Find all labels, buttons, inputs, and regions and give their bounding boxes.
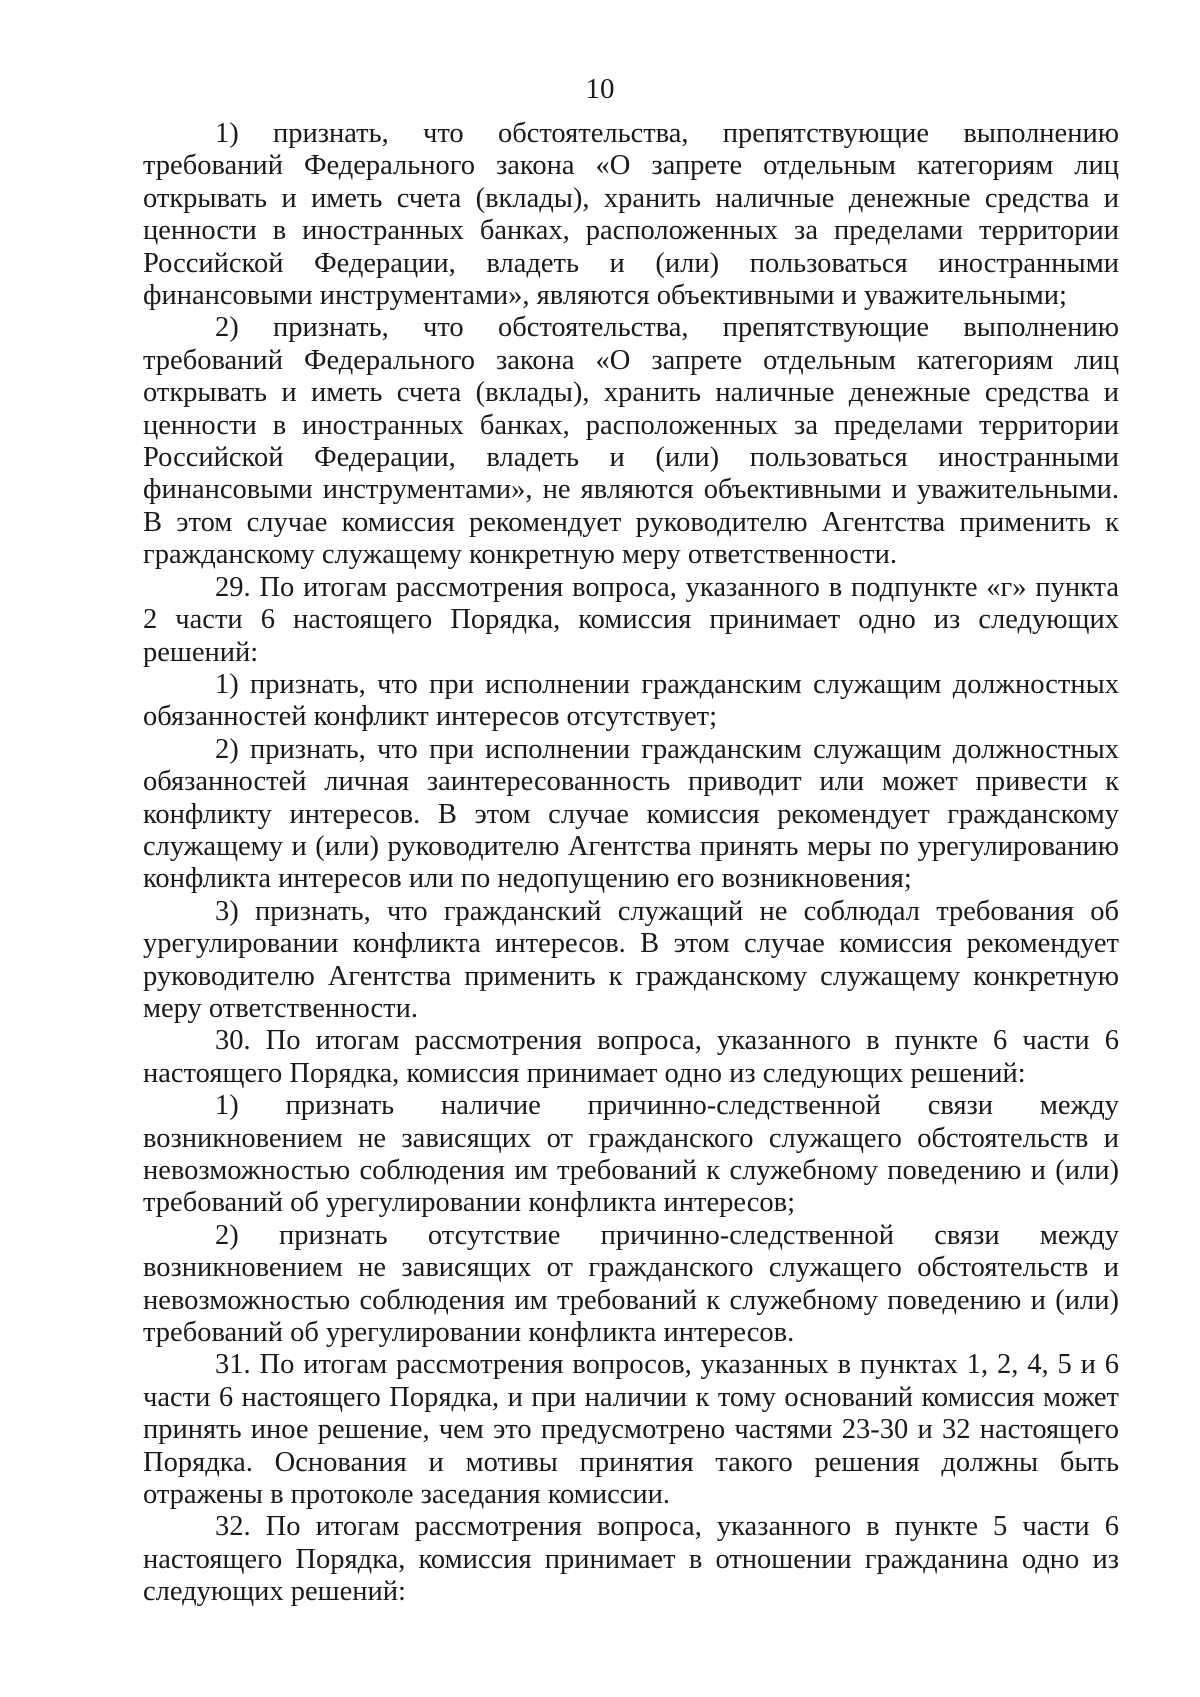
paragraph-clause-32: 32. По итогам рассмотрения вопроса, указанного в пункте 5 части 6 настоящего Порядка, комиссия принимает в отношении гражданина одно из следующих решений: xyxy=(143,1511,1119,1608)
paragraph-item-29-2: 2) признать, что при исполнении гражданским служащим должностных обязанностей личная заинтересованность приводит или может привести к конфликту интересов. В этом случае комиссия рекомендует гражданскому служащему и (или) руководителю Агентства принять меры по урегулированию конфликта интересов или по недопущению его возникновения; xyxy=(143,733,1119,895)
paragraph-item-28-2: 2) признать, что обстоятельства, препятствующие выполнению требований Федерального закона «О запрете отдельным категориям лиц открывать и иметь счета (вклады), хранить наличные денежные средства и ценности в иностранных банках, расположенных за пределами территории Российской Федерации, владеть и (или) пользоваться иностранными финансовыми инструментами», не являются объективными и уважительными. В этом случае комиссия рекомендует руководителю Агентства применить к гражданскому служащему конкретную меру ответственности. xyxy=(143,312,1119,571)
paragraph-item-30-1: 1) признать наличие причинно-следственной связи между возникновением не зависящих от гражданского служащего обстоятельств и невозможностью соблюдения им требований к служебному поведению и (или) требований об урегулировании конфликта интересов; xyxy=(143,1090,1119,1219)
document-body xyxy=(143,118,1119,1609)
paragraph-clause-30: 30. По итогам рассмотрения вопроса, указанного в пункте 6 части 6 настоящего Порядка, комиссия принимает одно из следующих решений: xyxy=(143,1025,1119,1089)
paragraph-item-28-1: 1) признать, что обстоятельства, препятствующие выполнению требований Федерального закона «О запрете отдельным категориям лиц открывать и иметь счета (вклады), хранить наличные денежные средства и ценности в иностранных банках, расположенных за пределами территории Российской Федерации, владеть и (или) пользоваться иностранными финансовыми инструментами», являются объективными и уважительными; xyxy=(143,118,1119,312)
page-number: 10 xyxy=(585,73,615,105)
paragraph-item-29-1: 1) признать, что при исполнении гражданским служащим должностных обязанностей конфликт интересов отсутствует; xyxy=(143,668,1119,733)
paragraph-item-29-3: 3) признать, что гражданский служащий не соблюдал требования об урегулировании конфликта интересов. В этом случае комиссия рекомендует руководителю Агентства применить к гражданскому служащему конкретную меру ответственности. xyxy=(143,895,1119,1024)
paragraph-item-30-2: 2) признать отсутствие причинно-следственной связи между возникновением не зависящих от гражданского служащего обстоятельств и невозможностью соблюдения им требований к служебному поведению и (или) требований об урегулировании конфликта интересов. xyxy=(143,1219,1119,1349)
paragraph-clause-29: 29. По итогам рассмотрения вопроса, указанного в подпункте «г» пункта 2 части 6 настоящего Порядка, комиссия принимает одно из следующих решений: xyxy=(143,571,1119,668)
paragraph-clause-31: 31. По итогам рассмотрения вопросов, указанных в пунктах 1, 2, 4, 5 и 6 части 6 настоящего Порядка, и при наличии к тому оснований комиссия может принять иное решение, чем это предусмотрено частями 23-30 и 32 настоящего Порядка. Основания и мотивы принятия такого решения должны быть отражены в протоколе заседания комиссии. xyxy=(143,1349,1119,1511)
